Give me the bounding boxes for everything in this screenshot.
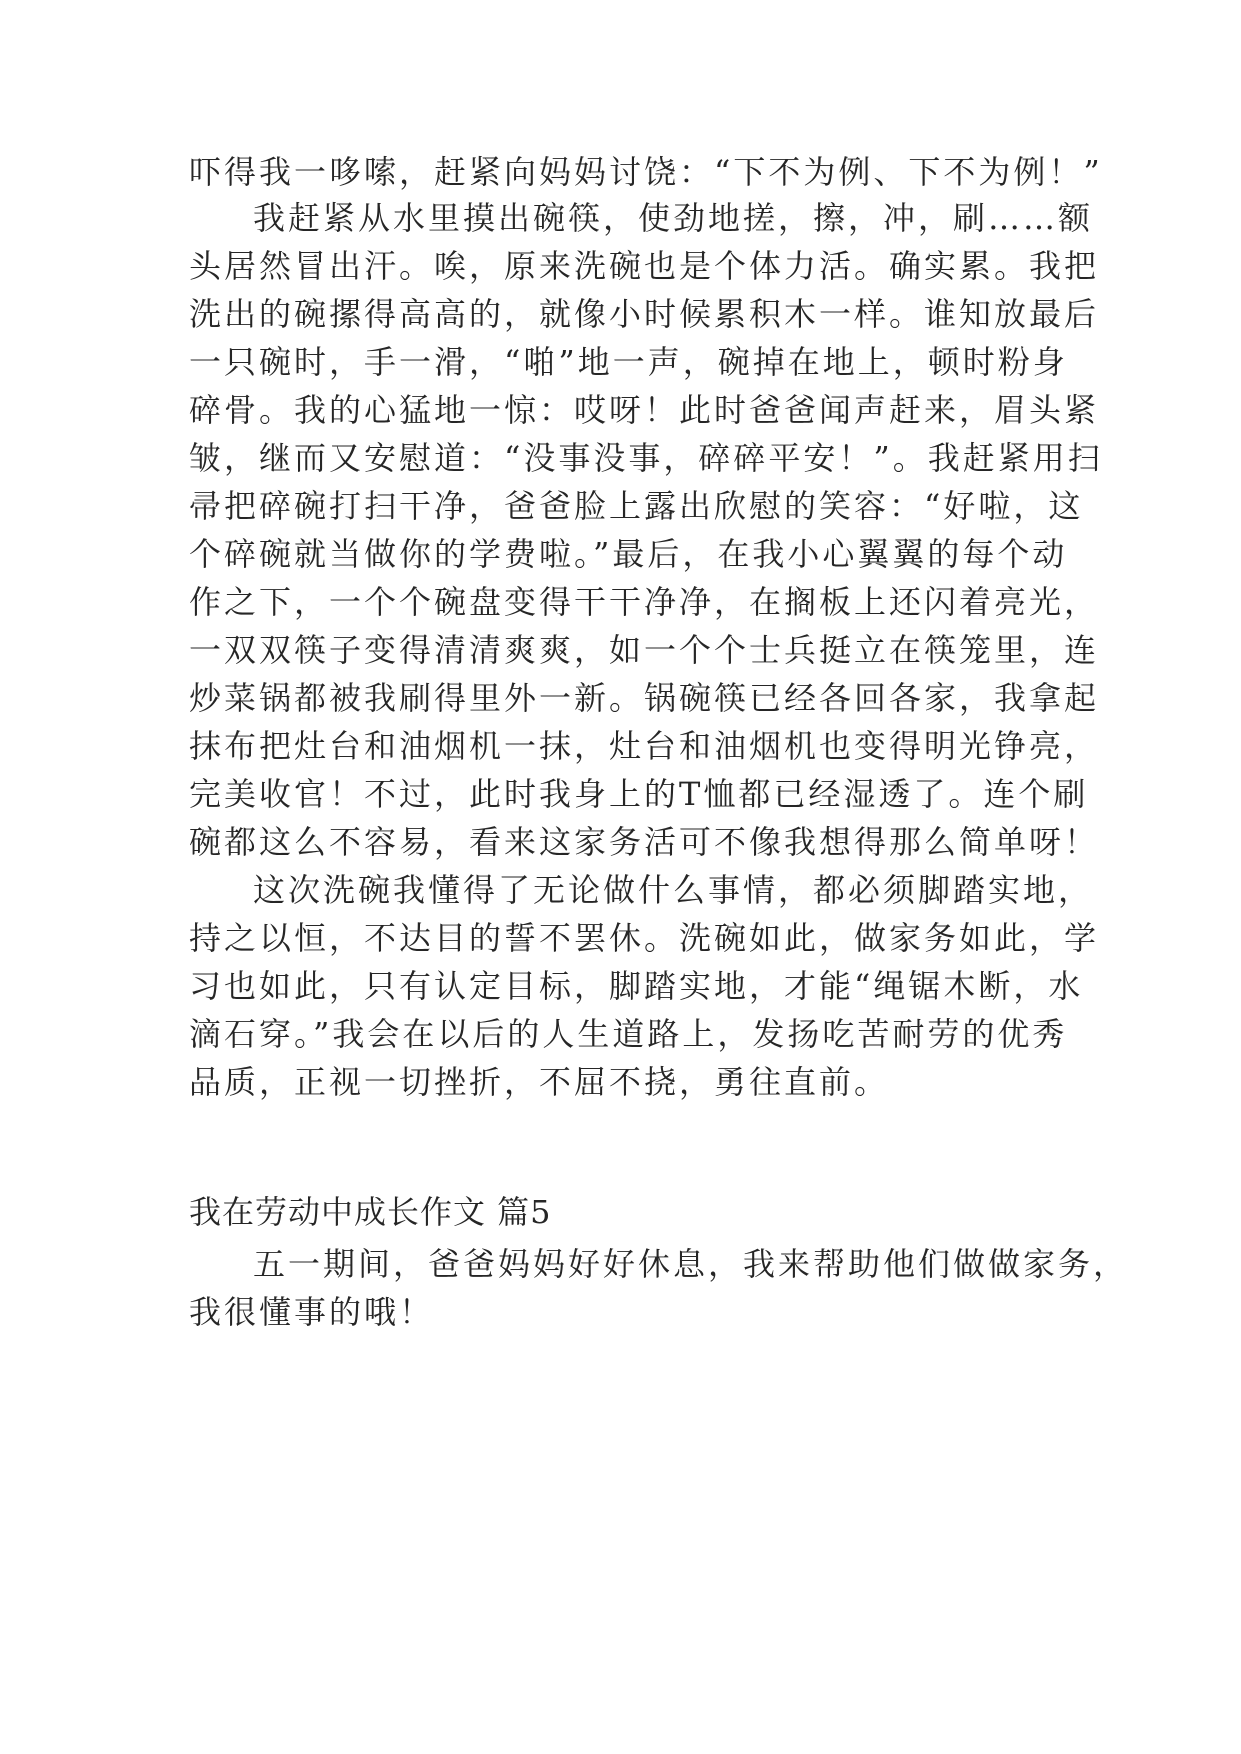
paragraph-line: 碎骨。我的心猛地一惊：哎呀！此时爸爸闻声赶来，眉头紧 [189,391,1100,429]
paragraph-line: 完美收官！不过，此时我身上的T恤都已经湿透了。连个刷 [189,775,1089,813]
paragraph-line: 帚把碎碗打扫干净，爸爸脸上露出欣慰的笑容：“好啦，这 [189,487,1084,525]
paragraph-line: 我赶紧从水里摸出碗筷，使劲地搓，擦，冲，刷……额 [253,199,1094,237]
paragraph-line: 这次洗碗我懂得了无论做什么事情，都必须脚踏实地， [253,871,1094,909]
paragraph-line: 头居然冒出汗。唉，原来洗碗也是个体力活。确实累。我把 [189,247,1100,285]
paragraph-line: 五一期间，爸爸妈妈好好休息，我来帮助他们做做家务， [253,1245,1129,1283]
paragraph-line: 持之以恒，不达目的誓不罢休。洗碗如此，做家务如此，学 [189,919,1100,957]
paragraph-line: 一双双筷子变得清清爽爽，如一个个士兵挺立在筷笼里，连 [189,631,1100,669]
paragraph-line: 抹布把灶台和油烟机一抹，灶台和油烟机也变得明光铮亮， [189,727,1100,765]
paragraph-line: 吓得我一哆嗦，赶紧向妈妈讨饶：“下不为例、下不为例！” [189,153,1103,191]
paragraph-line: 一只碗时，手一滑，“啪”地一声，碗掉在地上，顿时粉身 [189,343,1068,381]
paragraph-line: 个碎碗就当做你的学费啦。”最后，在我小心翼翼的每个动 [189,535,1068,573]
paragraph-line: 习也如此，只有认定目标，脚踏实地，才能“绳锯木断，水 [189,967,1084,1005]
paragraph-line: 我很懂事的哦！ [189,1293,435,1331]
paragraph-line: 碗都这么不容易，看来这家务活可不像我想得那么简单呀！ [189,823,1100,861]
paragraph-line: 作之下，一个个碗盘变得干干净净，在搁板上还闪着亮光， [189,583,1100,621]
paragraph-line: 洗出的碗摞得高高的，就像小时候累积木一样。谁知放最后 [189,295,1100,333]
paragraph-line: 品质，正视一切挫折，不屈不挠，勇往直前。 [189,1063,890,1101]
paragraph-line: 滴石穿。”我会在以后的人生道路上，发扬吃苦耐劳的优秀 [189,1015,1068,1053]
paragraph-line: 炒菜锅都被我刷得里外一新。锅碗筷已经各回各家，我拿起 [189,679,1100,717]
section-heading: 我在劳动中成长作文 篇5 [189,1193,552,1231]
paragraph-line: 皱，继而又安慰道：“没事没事，碎碎平安！”。我赶紧用扫 [189,439,1103,477]
